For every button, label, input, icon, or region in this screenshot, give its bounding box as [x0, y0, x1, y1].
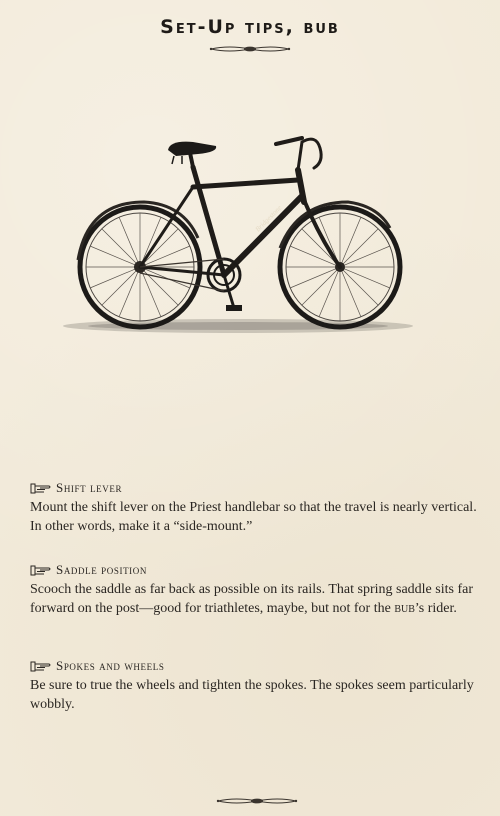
- tip-heading: Shift lever: [56, 480, 123, 495]
- pointing-hand-icon: [30, 482, 52, 494]
- tip-heading: Spokes and wheels: [56, 658, 165, 673]
- flourish-ornament-icon: [209, 45, 291, 53]
- tip-body: Mount the shift lever on the Priest handlebar so that the travel is nearly vertical. In other words, make it a “side-mount.”: [30, 500, 477, 534]
- tip-heading: Saddle position: [56, 562, 147, 577]
- flourish-ornament-icon: [216, 797, 298, 805]
- tip-spokes-and-wheels: [30, 658, 480, 714]
- tip-saddle-position: [30, 562, 480, 618]
- tip-body: [30, 580, 480, 618]
- tip-body-text: Scooch the saddle as far back as possible on its rails. That spring saddle sits far forward on the post—good for triathletes, maybe, but not for the: [30, 582, 473, 616]
- bike-brand: Bridgestone: [253, 203, 284, 234]
- page-title: Set-Up tips, bub: [160, 16, 340, 38]
- tip-shift-lever: [30, 480, 480, 536]
- saddle: [168, 142, 216, 156]
- rear-wheel: [78, 202, 200, 327]
- pointing-hand-icon: [30, 564, 52, 576]
- tip-body-text-end: ’s rider.: [414, 601, 457, 616]
- tip-body: Be sure to true the wheels and tighten the spokes. The spokes seem particularly wobbly.: [30, 678, 474, 712]
- tip-body-smallcaps: bub: [394, 601, 415, 616]
- pointing-hand-icon: [30, 660, 52, 672]
- bicycle-illustration: [58, 120, 418, 345]
